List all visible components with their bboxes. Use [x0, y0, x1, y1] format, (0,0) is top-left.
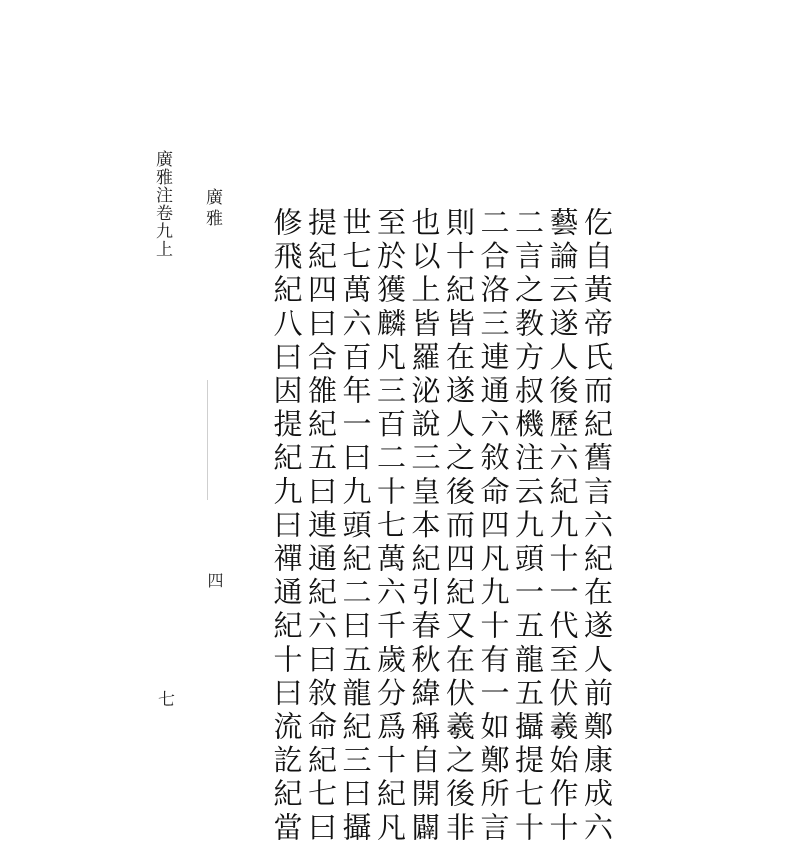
running-header: 廣雅	[202, 188, 222, 230]
text-line: 世七萬六百年一曰九頭紀二曰五龍紀三曰攝	[338, 207, 373, 845]
margin-rule	[207, 380, 208, 500]
text-line: 二言之教方叔機注云九頭一五龍五攝提七十	[511, 207, 545, 845]
text-line: 藝論云遂人後歷六紀九十一代至伏羲始作十	[545, 207, 580, 845]
text-line: 修飛紀八曰因提紀九曰禪通紀十曰流訖紀當	[269, 207, 304, 845]
page-number: 四	[205, 572, 224, 588]
margin-folio-number: 七	[154, 690, 174, 707]
text-line: 二合洛三連通六敘命四凡九十有一如鄭所言	[476, 207, 511, 845]
text-line: 則十紀皆在遂人之後而四紀又在伏羲之後非	[442, 207, 476, 845]
main-text-block	[250, 207, 614, 845]
text-line: 也以上皆羅泌說三皇本紀引春秋緯稱自開闢	[407, 207, 442, 845]
text-line: 仡自黃帝氏而紀舊言六紀在遂人前鄭康成六	[580, 207, 614, 845]
text-line: 至於獲麟凡三百二十七萬六千歲分爲十紀凡	[373, 207, 407, 845]
margin-book-title: 廣雅注卷九上	[152, 150, 172, 258]
text-line: 提紀四曰合雒紀五曰連通紀六曰敘命紀七曰	[304, 207, 338, 845]
